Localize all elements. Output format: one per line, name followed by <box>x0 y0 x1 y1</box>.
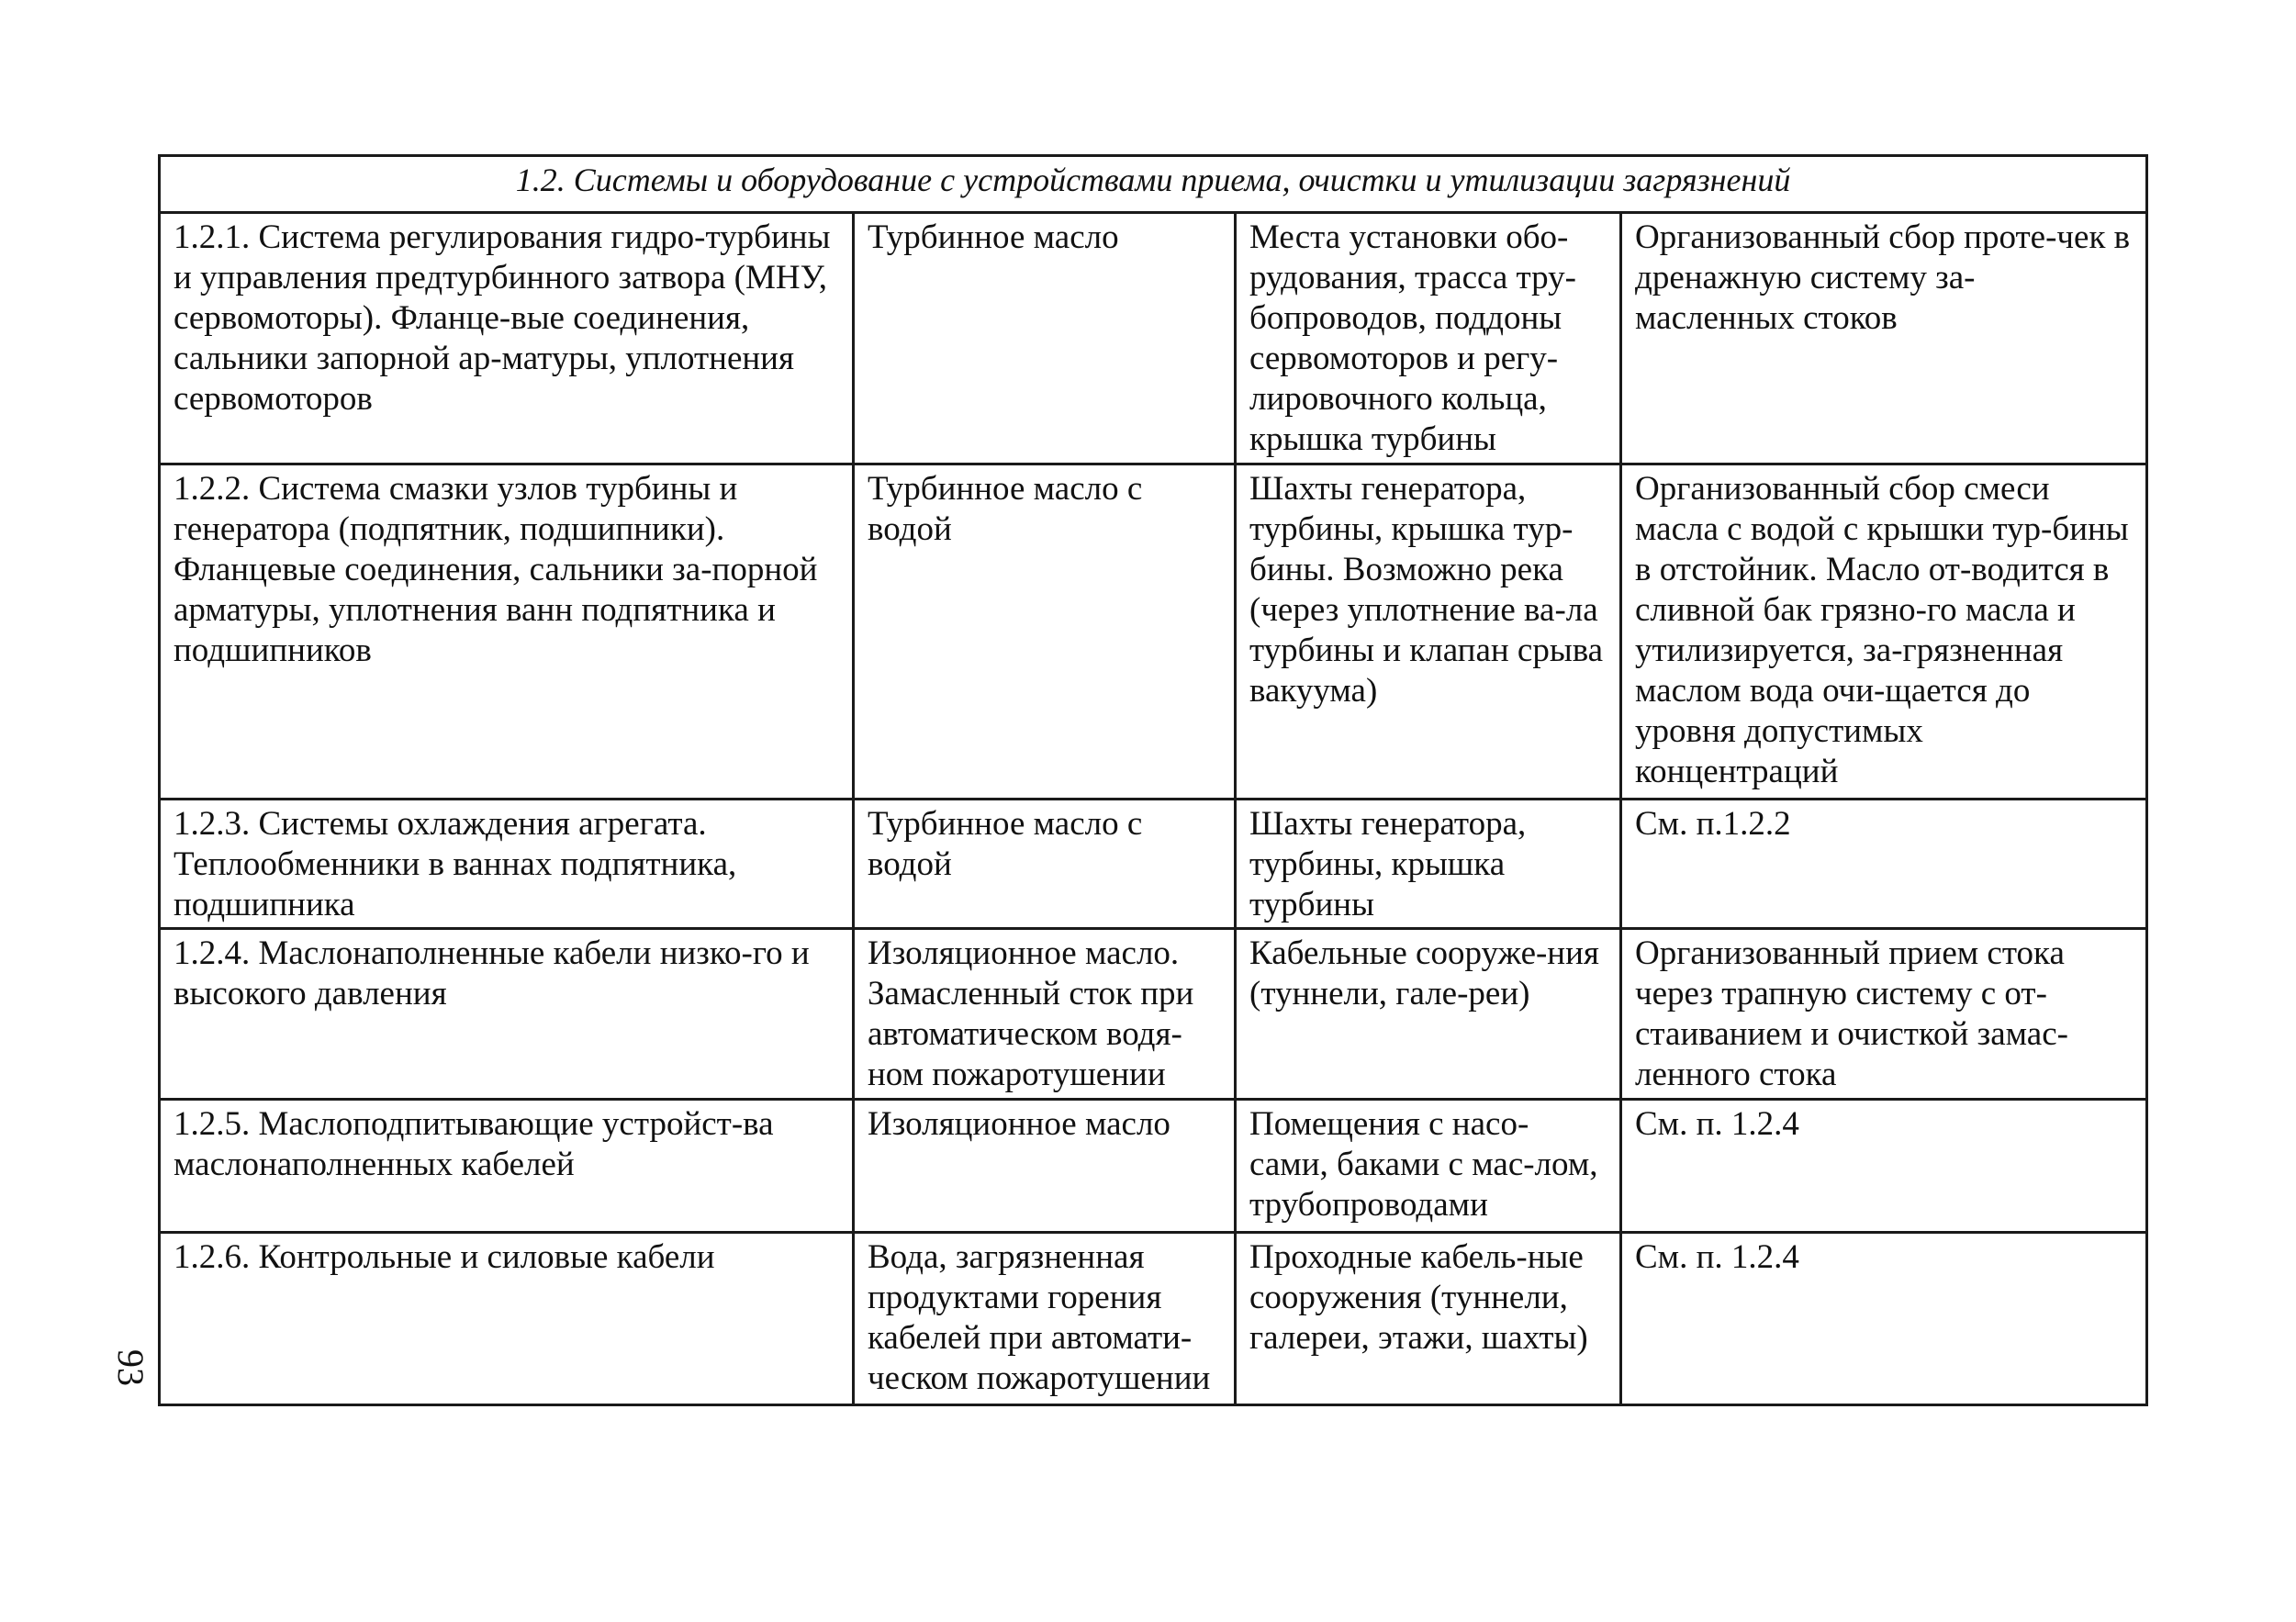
pollutant-text: Турбинное масло с водой <box>868 805 1143 883</box>
measures-cell <box>1621 213 2147 464</box>
system-cell <box>160 464 854 800</box>
location-cell <box>1236 1100 1621 1233</box>
system-cell <box>160 213 854 464</box>
location-text: Шахты генератора, турбины, крышка турбины <box>1249 805 1527 923</box>
pollutant-text: Турбинное масло с водой <box>868 470 1143 548</box>
measures-cell <box>1621 464 2147 800</box>
pollutant-text: Изоляционное масло <box>868 1105 1170 1143</box>
pollutant-cell <box>854 1233 1236 1405</box>
system-cell <box>160 800 854 929</box>
measures-text: См. п.1.2.2 <box>1635 805 1791 843</box>
table-row <box>160 929 2147 1100</box>
pollutant-cell <box>854 464 1236 800</box>
pollutant-text: Изоляционное масло. Замасленный сток при автоматическом водя-ном пожаротушении <box>868 934 1194 1093</box>
measures-cell <box>1621 1233 2147 1405</box>
location-text: Места установки обо-рудования, трасса тру-бопроводов, поддоны сервомоторов и регу-лировочного кольца, крышка турбины <box>1249 218 1576 458</box>
table-row <box>160 213 2147 464</box>
measures-text: См. п. 1.2.4 <box>1635 1105 1799 1143</box>
table-row <box>160 1100 2147 1233</box>
pollutant-text: Турбинное масло <box>868 218 1119 256</box>
measures-text: См. п. 1.2.4 <box>1635 1238 1799 1276</box>
system-text: 1.2.2. Система смазки узлов турбины и генератора (подпятник, подшипники). Фланцевые соединения, сальники за-порной арматуры, уплотнения ванн подпятника и подшипников <box>174 470 818 669</box>
pollutant-cell <box>854 1100 1236 1233</box>
location-text: Шахты генератора, турбины, крышка тур-бины. Возможно река (через уплотнение ва-ла турбины и клапан срыва вакуума) <box>1249 470 1604 710</box>
table-row <box>160 800 2147 929</box>
location-cell <box>1236 464 1621 800</box>
pollution-equipment-table <box>158 154 2148 1406</box>
pollutant-cell <box>854 213 1236 464</box>
location-text: Проходные кабель-ные сооружения (туннели, галереи, этажи, шахты) <box>1249 1238 1588 1357</box>
measures-cell <box>1621 929 2147 1100</box>
location-text: Помещения с насо-сами, баками с мас-лом, трубопроводами <box>1249 1105 1598 1224</box>
location-cell <box>1236 1233 1621 1405</box>
pollutant-text: Вода, загрязненная продуктами горения кабелей при автомати-ческом пожаротушении <box>868 1238 1211 1397</box>
system-text: 1.2.1. Система регулирования гидро-турбины и управления предтурбинного затвора (МНУ, сервомоторы). Фланце-вые соединения, сальники запорной ар-матуры, уплотнения сервомоторов <box>174 218 831 418</box>
table-row <box>160 1233 2147 1405</box>
system-text: 1.2.3. Системы охлаждения агрегата. Теплообменники в ваннах подпятника, подшипника <box>174 805 737 923</box>
system-cell <box>160 1100 854 1233</box>
measures-cell <box>1621 1100 2147 1233</box>
location-text: Кабельные сооруже-ния (туннели, гале-реи) <box>1249 934 1599 1012</box>
measures-text: Организованный сбор смеси масла с водой с крышки тур-бины в отстойник. Масло от-водится в сливной бак грязно-го масла и утилизируется, за-грязненная маслом вода очи-щается до уровня допустимых концентраций <box>1635 470 2129 790</box>
measures-cell <box>1621 800 2147 929</box>
system-cell <box>160 1233 854 1405</box>
system-cell <box>160 929 854 1100</box>
location-cell <box>1236 929 1621 1100</box>
system-text: 1.2.5. Маслоподпитывающие устройст-ва маслонаполненных кабелей <box>174 1105 774 1183</box>
section-title: 1.2. Системы и оборудование с устройствами приема, очистки и утилизации загрязнений <box>160 156 2147 213</box>
location-cell <box>1236 800 1621 929</box>
measures-text: Организованный сбор проте-чек в дренажную систему за-масленных стоков <box>1635 218 2131 337</box>
measures-text: Организованный прием стока через трапную систему с от-стаиванием и очисткой замас-ленного стока <box>1635 934 2068 1093</box>
system-text: 1.2.6. Контрольные и силовые кабели <box>174 1238 715 1276</box>
location-cell <box>1236 213 1621 464</box>
section-header-row <box>160 156 2147 213</box>
system-text: 1.2.4. Маслонаполненные кабели низко-го и высокого давления <box>174 934 810 1012</box>
page-number: 93 <box>110 1349 151 1386</box>
pollutant-cell <box>854 800 1236 929</box>
pollutant-cell <box>854 929 1236 1100</box>
table-row <box>160 464 2147 800</box>
